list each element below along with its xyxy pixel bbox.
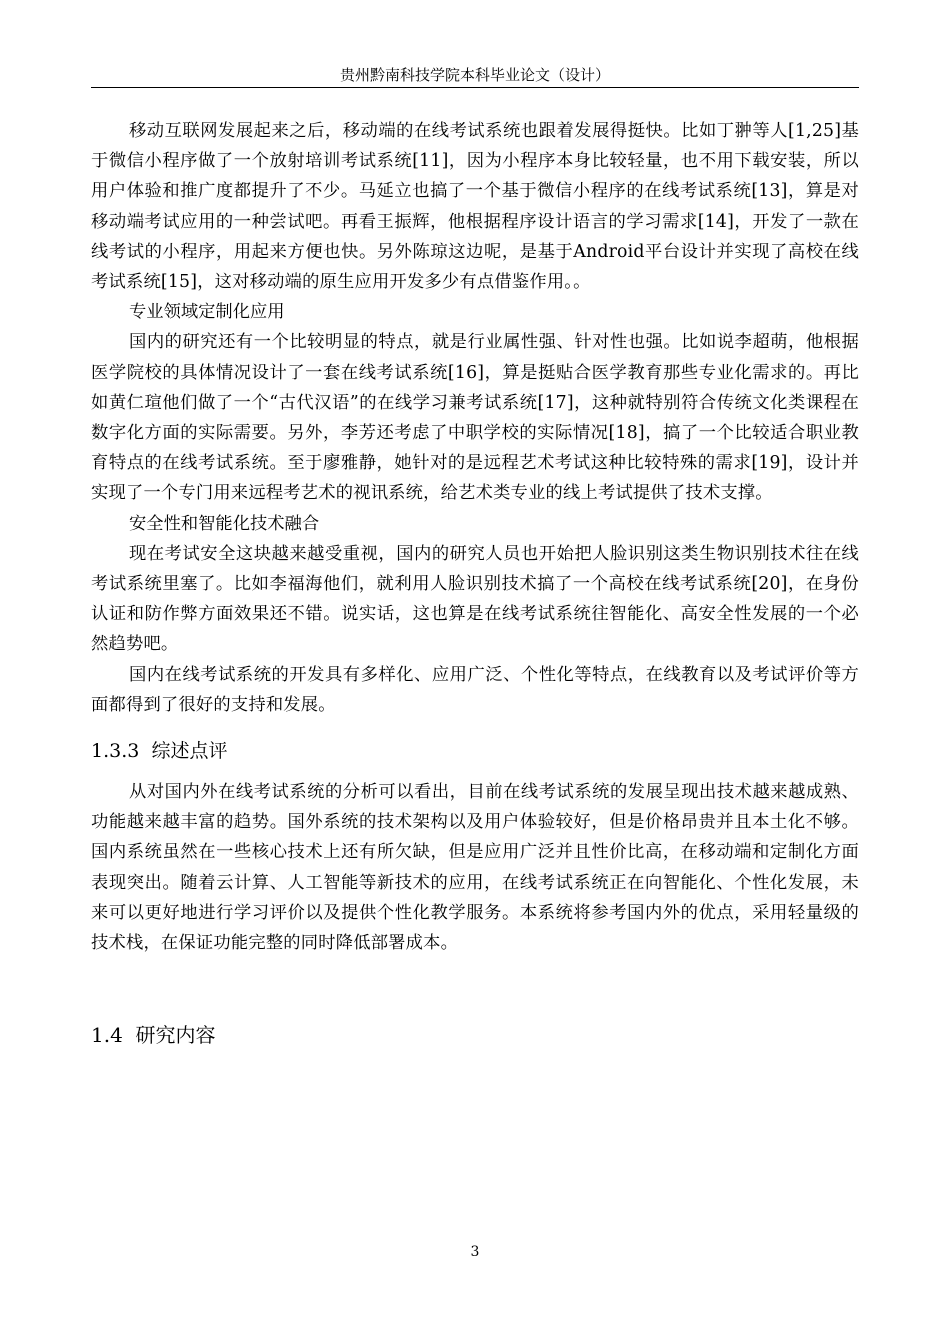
page-number: 3 [470,1244,480,1260]
page-body [91,116,859,1050]
section-title: 研究内容 [135,1023,216,1048]
subtopic-heading: 安全性和智能化技术融合 [129,513,320,534]
body-paragraph: 国内的研究还有一个比较明显的特点，就是行业属性强、针对性也强。比如说李超萌，他根据医学院校的具体情况设计了一套在线考试系统[16]，算是挺贴合医学教育那些专业化需求的。再比如黄仁瑄他们做了一个“古代汉语”的在线学习兼考试系统[17]，这种就特别符合传统文化类课程在数字化方面的实际需要。另外，李芳还考虑了中职学校的实际情况[18]，搞了一个比较适合职业教育特点的在线考试系统。至于廖雅静，她针对的是远程艺术考试这种比较特殊的需求[19]，设计并实现了一个专门用来远程考艺术的视讯系统，给艺术类专业的线上考试提供了技术支撑。 [91,332,859,504]
body-paragraph: 国内在线考试系统的开发具有多样化、应用广泛、个性化等特点，在线教育以及考试评价等方面都得到了很好的支持和发展。 [91,664,859,715]
body-paragraph: 现在考试安全这块越来越受重视，国内的研究人员也开始把人脸识别这类生物识别技术往在线考试系统里塞了。比如李福海他们，就利用人脸识别技术搞了一个高校在线考试系统[20]，在身份认证和防作弊方面效果还不错。说实话，这也算是在线考试系统往智能化、高安全性发展的一个必然趋势吧。 [91,543,859,655]
page-header [91,66,859,88]
body-paragraph: 移动互联网发展起来之后，移动端的在线考试系统也跟着发展得挺快。比如丁翀等人[1,25]基于微信小程序做了一个放射培训考试系统[11]，因为小程序本身比较轻量，也不用下载安装，所以用户体验和推广度都提升了不少。马延立也搞了一个基于微信小程序的在线考试系统[13]，算是对移动端考试应用的一种尝试吧。再看王振辉，他根据程序设计语言的学习需求[14]，开发了一款在线考试的小程序，用起来方便也快。另外陈琼这边呢，是基于Android平台设计并实现了高校在线考试系统[15]，这对移动端的原生应用开发多少有点借鉴作用。。 [91,121,859,293]
section-heading-1-3-3 [91,736,859,766]
body-paragraph: 从对国内外在线考试系统的分析可以看出，目前在线考试系统的发展呈现出技术越来越成熟、功能越来越丰富的趋势。国外系统的技术架构以及用户体验较好，但是价格昂贵并且本土化不够。国内系统虽然在一些核心技术上还有所欠缺，但是应用广泛并且性价比高，在移动端和定制化方面表现突出。随着云计算、人工智能等新技术的应用，在线考试系统正在向智能化、个性化发展，未来可以更好地进行学习评价以及提供个性化教学服务。本系统将参考国内外的优点，采用轻量级的技术栈，在保证功能完整的同时降低部署成本。 [91,782,859,954]
header-title: 贵州黔南科技学院本科毕业论文（设计） [339,66,610,84]
section-number: 1.3.3 [91,740,140,763]
section-number: 1.4 [91,1023,123,1048]
subtopic-heading: 专业领域定制化应用 [129,302,285,323]
section-heading-1-4 [91,1020,859,1050]
section-title: 综述点评 [151,740,228,763]
